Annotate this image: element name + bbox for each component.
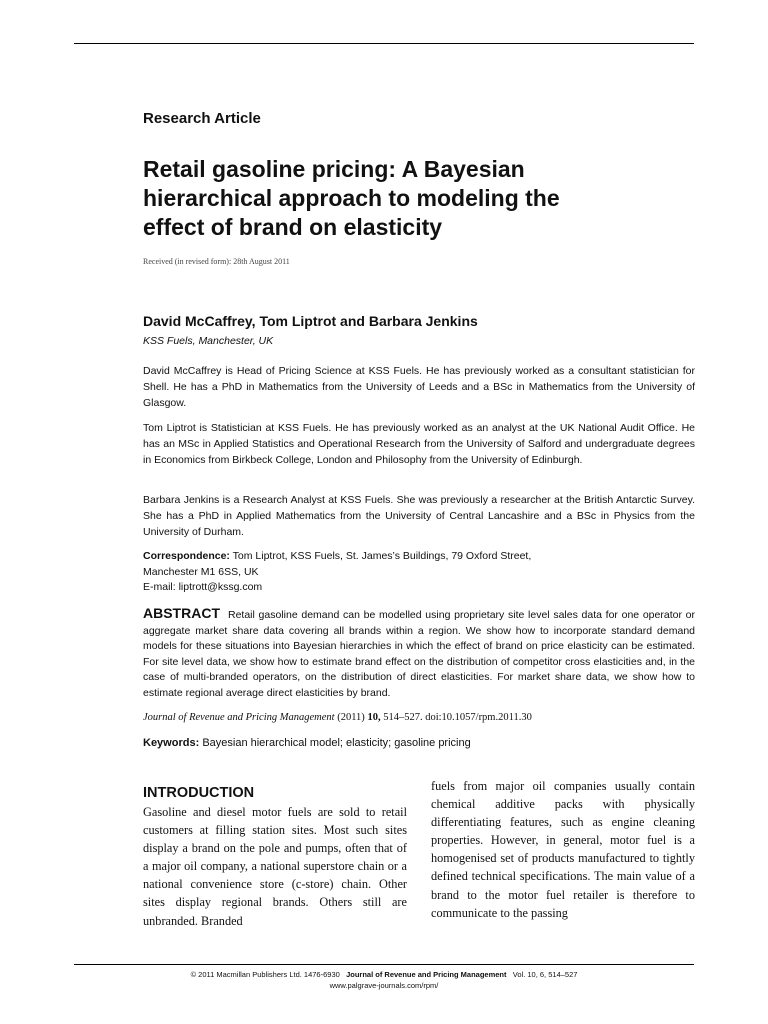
introduction-right-column: fuels from major oil companies usually contain chemical additive packs with physically differentiating features, such as engine cleaning properties. However, in general, motor fuel is a homogenised set of products manufactured to tightly defined technical specifications. The main value of a brand to the motor fuel retailer is therefore to communicate to the passing [431,779,695,920]
author-bio-liptrot: Tom Liptrot is Statistician at KSS Fuels. He has previously worked as an analyst at the UK National Audit Office. He has an MSc in Applied Statistics and Operational Research from the University of Salford and undergraduate degrees in Economics from Birkbeck College, London and Philosophy from the University of Edinburgh. [143,422,695,466]
keywords-label: Keywords: [143,737,200,749]
footer-volume: Vol. 10, 6, 514–527 [512,970,578,979]
keywords [143,737,471,749]
citation-year: (2011) [337,712,365,723]
correspondence-label: Correspondence: [143,550,230,562]
correspondence-email[interactable]: E-mail: liptrott@kssg.com [143,581,263,593]
citation-pages-doi[interactable]: 514–527. doi:10.1057/rpm.2011.30 [383,712,532,723]
paper-title: Retail gasoline pricing: A Bayesian hierarchical approach to modeling the effect of brand on elasticity [143,156,560,240]
article-type: Research Article [143,110,261,127]
abstract-heading: ABSTRACT [143,605,220,621]
author-bio-mccaffrey: David McCaffrey is Head of Pricing Science at KSS Fuels. He has previously worked as a consultant statistician for Shell. He has a PhD in Mathematics from the University of Leeds and a BSc in Mathematics from the University of Glasgow. [143,365,695,409]
keywords-text: Bayesian hierarchical model; elasticity; gasoline pricing [202,737,471,749]
introduction-left-column: Gasoline and diesel motor fuels are sold to retail customers at filling station sites. Most such sites display a brand on the pole and pumps, often that of a major oil company, a national superstore chain or a national convenience store (c-store) chain. Other sites display regional brands. Others still are unbranded. Branded [143,805,407,928]
correspondence-address: Tom Liptrot, KSS Fuels, St. James’s Buildings, 79 Oxford Street, [232,550,532,562]
author-list: David McCaffrey, Tom Liptrot and Barbara Jenkins [143,313,478,329]
correspondence-city: Manchester M1 6SS, UK [143,565,259,578]
author-bio-jenkins: Barbara Jenkins is a Research Analyst at KSS Fuels. She was previously a researcher at the British Antarctic Survey. She has a PhD in Applied Mathematics from the University of Central Lancashire and a BSc in Physics from the University of Durham. [143,494,695,538]
footer-copyright: © 2011 Macmillan Publishers Ltd. 1476-6930 [190,970,340,979]
received-date: Received (in revised form): 28th August 2011 [143,257,290,266]
citation-volume: 10, [367,712,381,723]
correspondence [143,549,695,596]
abstract-text: Retail gasoline demand can be modelled using proprietary site level sales data for one operator or aggregate market share data covering all brands within a region. We show how to incorporate standard demand models for these situations into Bayesian hierarchies in which the effect of brand on price elasticity can be estimated. For site level data, we show how to estimate brand effect on the distribution of competitor cross elasticities and, in the case of multi-branded operators, on the distribution of direct elasticities. For market share data, we show how to estimate regional average direct elasticities by brand. [143,609,695,699]
bottom-rule [74,964,694,965]
footer-url[interactable]: www.palgrave-journals.com/rpm/ [329,981,439,990]
page-footer [74,969,694,991]
top-rule [74,43,694,44]
citation [143,712,532,723]
introduction-heading: INTRODUCTION [143,785,255,801]
abstract [143,606,695,701]
affiliation: KSS Fuels, Manchester, UK [143,335,274,347]
footer-journal: Journal of Revenue and Pricing Management [346,970,507,979]
citation-journal: Journal of Revenue and Pricing Management [143,712,335,723]
